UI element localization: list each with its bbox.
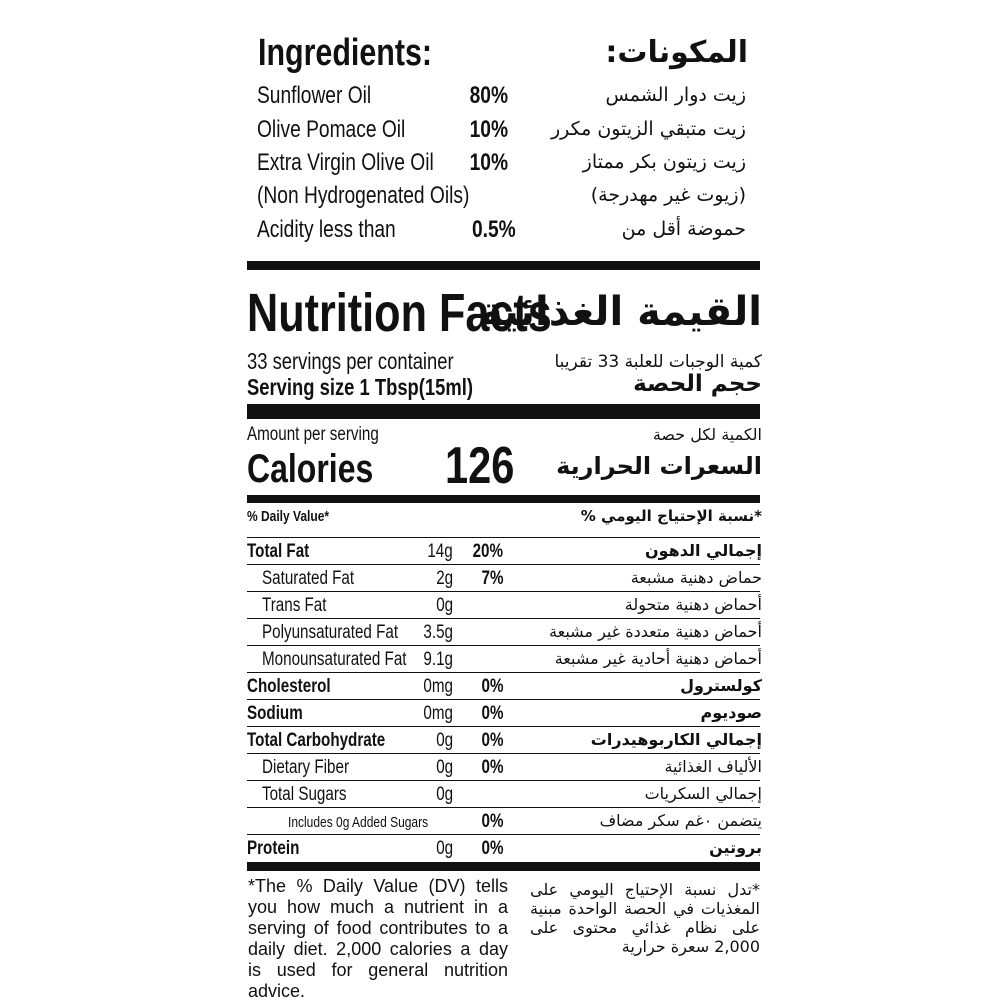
nutrient-name-ar: أحماض دهنية متعددة غير مشبعة (549, 622, 762, 641)
ingredients-title-ar: المكونات: (605, 35, 748, 70)
nutrient-name-ar: كولسترول (680, 676, 762, 695)
nutrient-amount (432, 758, 453, 777)
nutrient-amount (416, 677, 453, 696)
nutrient-amount (416, 650, 453, 669)
nutrient-amount-text: 0g (436, 757, 453, 778)
calories-label: Calories (247, 447, 374, 491)
nutrient-name-text: Saturated Fat (262, 568, 355, 589)
nutrient-name (262, 623, 432, 642)
nutrient-name-ar: إجمالي الكاربوهيدرات (590, 730, 762, 749)
nutrient-daily-value-text: 0% (481, 757, 503, 778)
row-divider (247, 564, 760, 565)
servings-per-container-ar: كمية الوجبات للعلبة 33 تقريبا (554, 352, 762, 372)
nutrient-amount-text: 9.1g (423, 649, 453, 670)
bottom-divider (247, 862, 760, 871)
ingredient-name (257, 118, 442, 142)
nutrient-name-text: Total Carbohydrate (247, 730, 386, 751)
servings-per-container: 33 servings per container (247, 348, 454, 374)
ingredient-name-text: Olive Pomace Oil (257, 116, 406, 143)
ingredient-name-ar: حموضة أقل من (621, 218, 746, 240)
row-divider (247, 537, 760, 538)
footnote-en: *The % Daily Value (DV) tells you how much a nutrient in a serving of food contributes to a daily diet. 2,000 calories a day is used for general nutrition advice. (248, 876, 508, 1001)
ingredient-percent-text: 80% (469, 82, 508, 109)
nutrient-name-text: Total Sugars (262, 784, 347, 805)
ingredient-name-text: Extra Virgin Olive Oil (257, 149, 434, 176)
nutrient-name (247, 677, 352, 696)
nutrient-amount (432, 839, 453, 858)
nutrient-name-ar: إجمالي السكريات (644, 784, 762, 803)
nutrient-daily-value (476, 839, 503, 858)
nutrient-daily-value-text: 0% (481, 730, 503, 751)
row-divider (247, 834, 760, 835)
nutrient-name (262, 596, 343, 615)
nutrient-daily-value (465, 542, 503, 561)
ingredient-percent (460, 84, 508, 108)
calories-value: 126 (445, 437, 515, 495)
nutrient-daily-value (476, 677, 503, 696)
nutrient-name-ar: أحماض دهنية أحادية غير مشبعة (554, 649, 762, 668)
nutrient-name (262, 569, 377, 588)
nutrient-amount-text: 14g (427, 541, 453, 562)
nutrient-name-text: Protein (247, 838, 300, 859)
ingredient-name-ar: زيت دوار الشمس (605, 84, 746, 106)
nutrient-name-text: Trans Fat (262, 595, 327, 616)
nutrient-amount (416, 623, 453, 642)
nutrient-name-ar: إجمالي الدهون (644, 541, 762, 560)
nutrient-name-text: Total Fat (247, 541, 310, 562)
nutrient-name (247, 704, 317, 723)
nutrient-daily-value (476, 704, 503, 723)
ingredient-percent (460, 118, 508, 142)
nutrient-amount-text: 2g (436, 568, 453, 589)
nutrient-name-ar: بروتين (709, 838, 762, 857)
nutrient-name-text: Polyunsaturated Fat (262, 622, 399, 643)
row-divider (247, 618, 760, 619)
nutrient-name-text: Dietary Fiber (262, 757, 349, 778)
nutrient-daily-value (476, 812, 503, 831)
footnote-ar: *تدل نسبة الإحتياج اليومي على المغذيات في الحصة الواحدة مبنية على نظام غذائي محتوى على 2,000 سعرة حرارية (530, 880, 760, 956)
thick-divider (247, 404, 760, 419)
amount-per-serving-ar: الكمية لكل حصة (652, 425, 762, 444)
ingredients-title: Ingredients: (258, 32, 432, 74)
nutrient-amount (432, 731, 453, 750)
ingredient-name (257, 84, 400, 108)
nutrient-amount-text: 3.5g (423, 622, 453, 643)
nutrient-amount-text: 0mg (423, 676, 453, 697)
ingredient-name (257, 151, 478, 175)
nutrient-daily-value-text: 0% (481, 703, 503, 724)
nutrient-amount-text: 0g (436, 784, 453, 805)
nutrient-name (247, 731, 420, 750)
nutrient-amount (432, 596, 453, 615)
section-divider (247, 261, 760, 270)
row-divider (247, 645, 760, 646)
nutrient-name (262, 758, 371, 777)
nutrient-name-ar: أحماض دهنية متحولة (624, 595, 762, 614)
nutrient-daily-value-text: 20% (472, 541, 503, 562)
nutrient-daily-value-text: 7% (481, 568, 503, 589)
ingredient-name-ar: زيت متبقي الزيتون مكرر (550, 118, 746, 140)
ingredient-percent (461, 218, 516, 242)
calories-label-ar: السعرات الحرارية (556, 452, 762, 480)
nutrient-name (262, 785, 368, 804)
ingredient-name (257, 184, 522, 208)
nutrient-amount-text: 0mg (423, 703, 453, 724)
ingredient-percent-text: 10% (469, 149, 508, 176)
nutrient-daily-value-text: 0% (481, 676, 503, 697)
ingredient-name (257, 218, 430, 242)
nutrient-amount (421, 542, 453, 561)
nutrient-daily-value-text: 0% (481, 838, 503, 859)
nutrient-name-text: Cholesterol (247, 676, 331, 697)
serving-size: Serving size 1 Tbsp(15ml) (247, 374, 473, 400)
ingredient-name-text: (Non Hydrogenated Oils) (257, 182, 470, 209)
nutrient-amount-text: 0g (436, 838, 453, 859)
ingredient-name-text: Acidity less than (257, 216, 396, 243)
nutrient-name-text: Monounsaturated Fat (262, 649, 407, 670)
row-divider (247, 753, 760, 754)
nutrient-name-ar: الألياف الغذائية (664, 757, 762, 776)
nutrient-name-text: Includes 0g Added Sugars (288, 814, 429, 831)
row-divider (247, 699, 760, 700)
row-divider (247, 807, 760, 808)
row-divider (247, 726, 760, 727)
nutrient-daily-value (476, 731, 503, 750)
nutrient-name-ar: يتضمن ٠غم سكر مضاف (599, 811, 762, 830)
nutrition-facts-title: Nutrition Facts (247, 283, 552, 343)
nutrient-name-text: Sodium (247, 703, 303, 724)
ingredient-percent (460, 151, 508, 175)
nutrient-daily-value (476, 758, 503, 777)
ingredient-percent-text: 0.5% (472, 216, 516, 243)
ingredient-percent-text: 10% (469, 116, 508, 143)
nutrient-name-ar: صوديوم (700, 703, 762, 722)
row-divider (247, 591, 760, 592)
row-divider (247, 672, 760, 673)
ingredient-name-ar: زيت زيتون بكر ممتاز (582, 151, 746, 173)
nutrient-name-ar: حماض دهنية مشبعة (630, 568, 762, 587)
amount-per-serving: Amount per serving (247, 424, 379, 445)
nutrient-amount (432, 569, 453, 588)
ingredient-name-ar: (زيوت غير مهدرجة) (590, 184, 746, 206)
ingredient-name-text: Sunflower Oil (257, 82, 372, 109)
nutrient-name (247, 542, 325, 561)
daily-value-header-ar: *نسبة الإحتياج اليومي % (580, 507, 762, 525)
nutrient-name (288, 815, 463, 830)
nutrient-amount (432, 785, 453, 804)
nutrient-name (247, 839, 312, 858)
medium-divider (247, 495, 760, 503)
nutrition-facts-title-ar: القيمة الغذائية (479, 289, 762, 335)
nutrient-amount-text: 0g (436, 730, 453, 751)
nutrient-amount-text: 0g (436, 595, 453, 616)
nutrient-daily-value (476, 569, 503, 588)
nutrient-amount (416, 704, 453, 723)
row-divider (247, 780, 760, 781)
serving-size-ar: حجم الحصة (633, 371, 762, 397)
daily-value-header: % Daily Value* (247, 508, 330, 525)
nutrient-daily-value-text: 0% (481, 811, 503, 832)
